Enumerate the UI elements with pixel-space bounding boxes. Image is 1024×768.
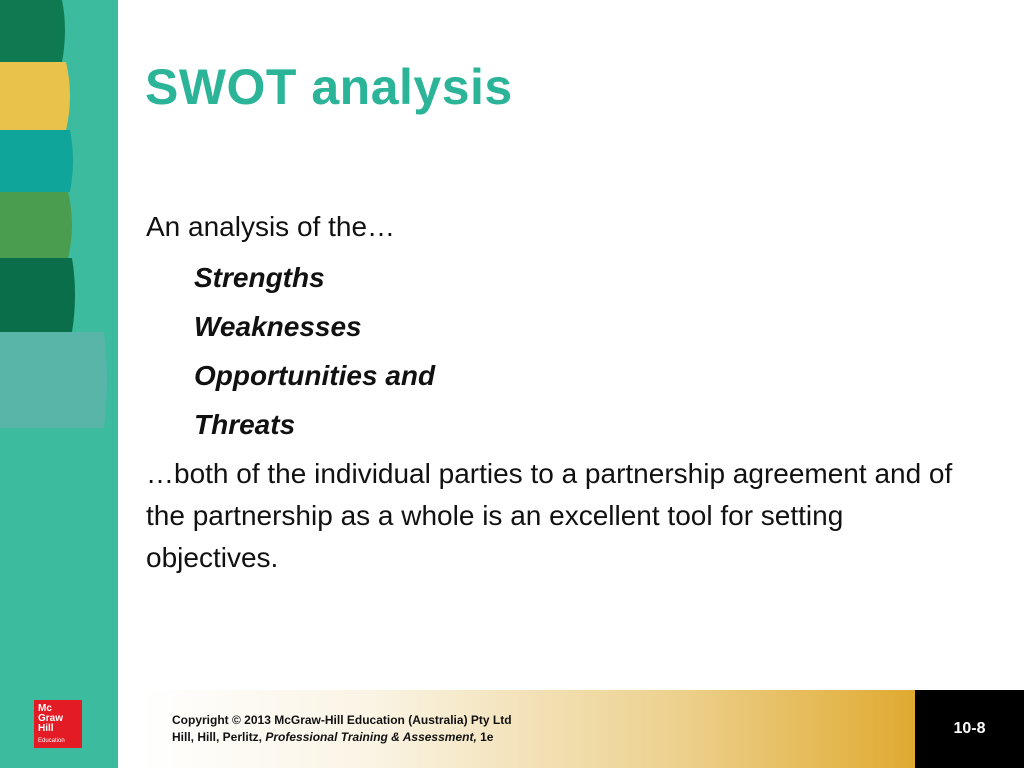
intro-text: An analysis of the… [146,211,396,242]
edition: 1e [480,730,494,744]
authors: Hill, Hill, Perlitz, [172,730,263,744]
book-title: Professional Training & Assessment, [265,730,477,744]
slide-body [146,205,966,579]
copyright-text [172,712,512,746]
swot-item-weaknesses: Weaknesses [194,311,362,342]
page-number: 10-8 [915,690,1024,768]
copyright-line: Copyright © 2013 McGraw-Hill Education (Australia) Pty Ltd [172,713,512,727]
swot-item-opportunities: Opportunities and [194,360,436,391]
swot-item-strengths: Strengths [194,262,325,293]
slide-title: SWOT analysis [145,59,513,115]
mcgraw-hill-logo: Mc Graw Hill Education [34,700,82,748]
book-stack-decoration [0,0,118,440]
citation-line [172,729,512,746]
closing-text: …both of the individual parties to a partnership agreement and of the partnership as a whole is an excellent tool for setting objectives. [146,458,953,573]
swot-item-threats: Threats [194,409,296,440]
slide-footer [0,690,1024,768]
swot-list [146,253,966,449]
decorative-sidebar [0,0,118,768]
